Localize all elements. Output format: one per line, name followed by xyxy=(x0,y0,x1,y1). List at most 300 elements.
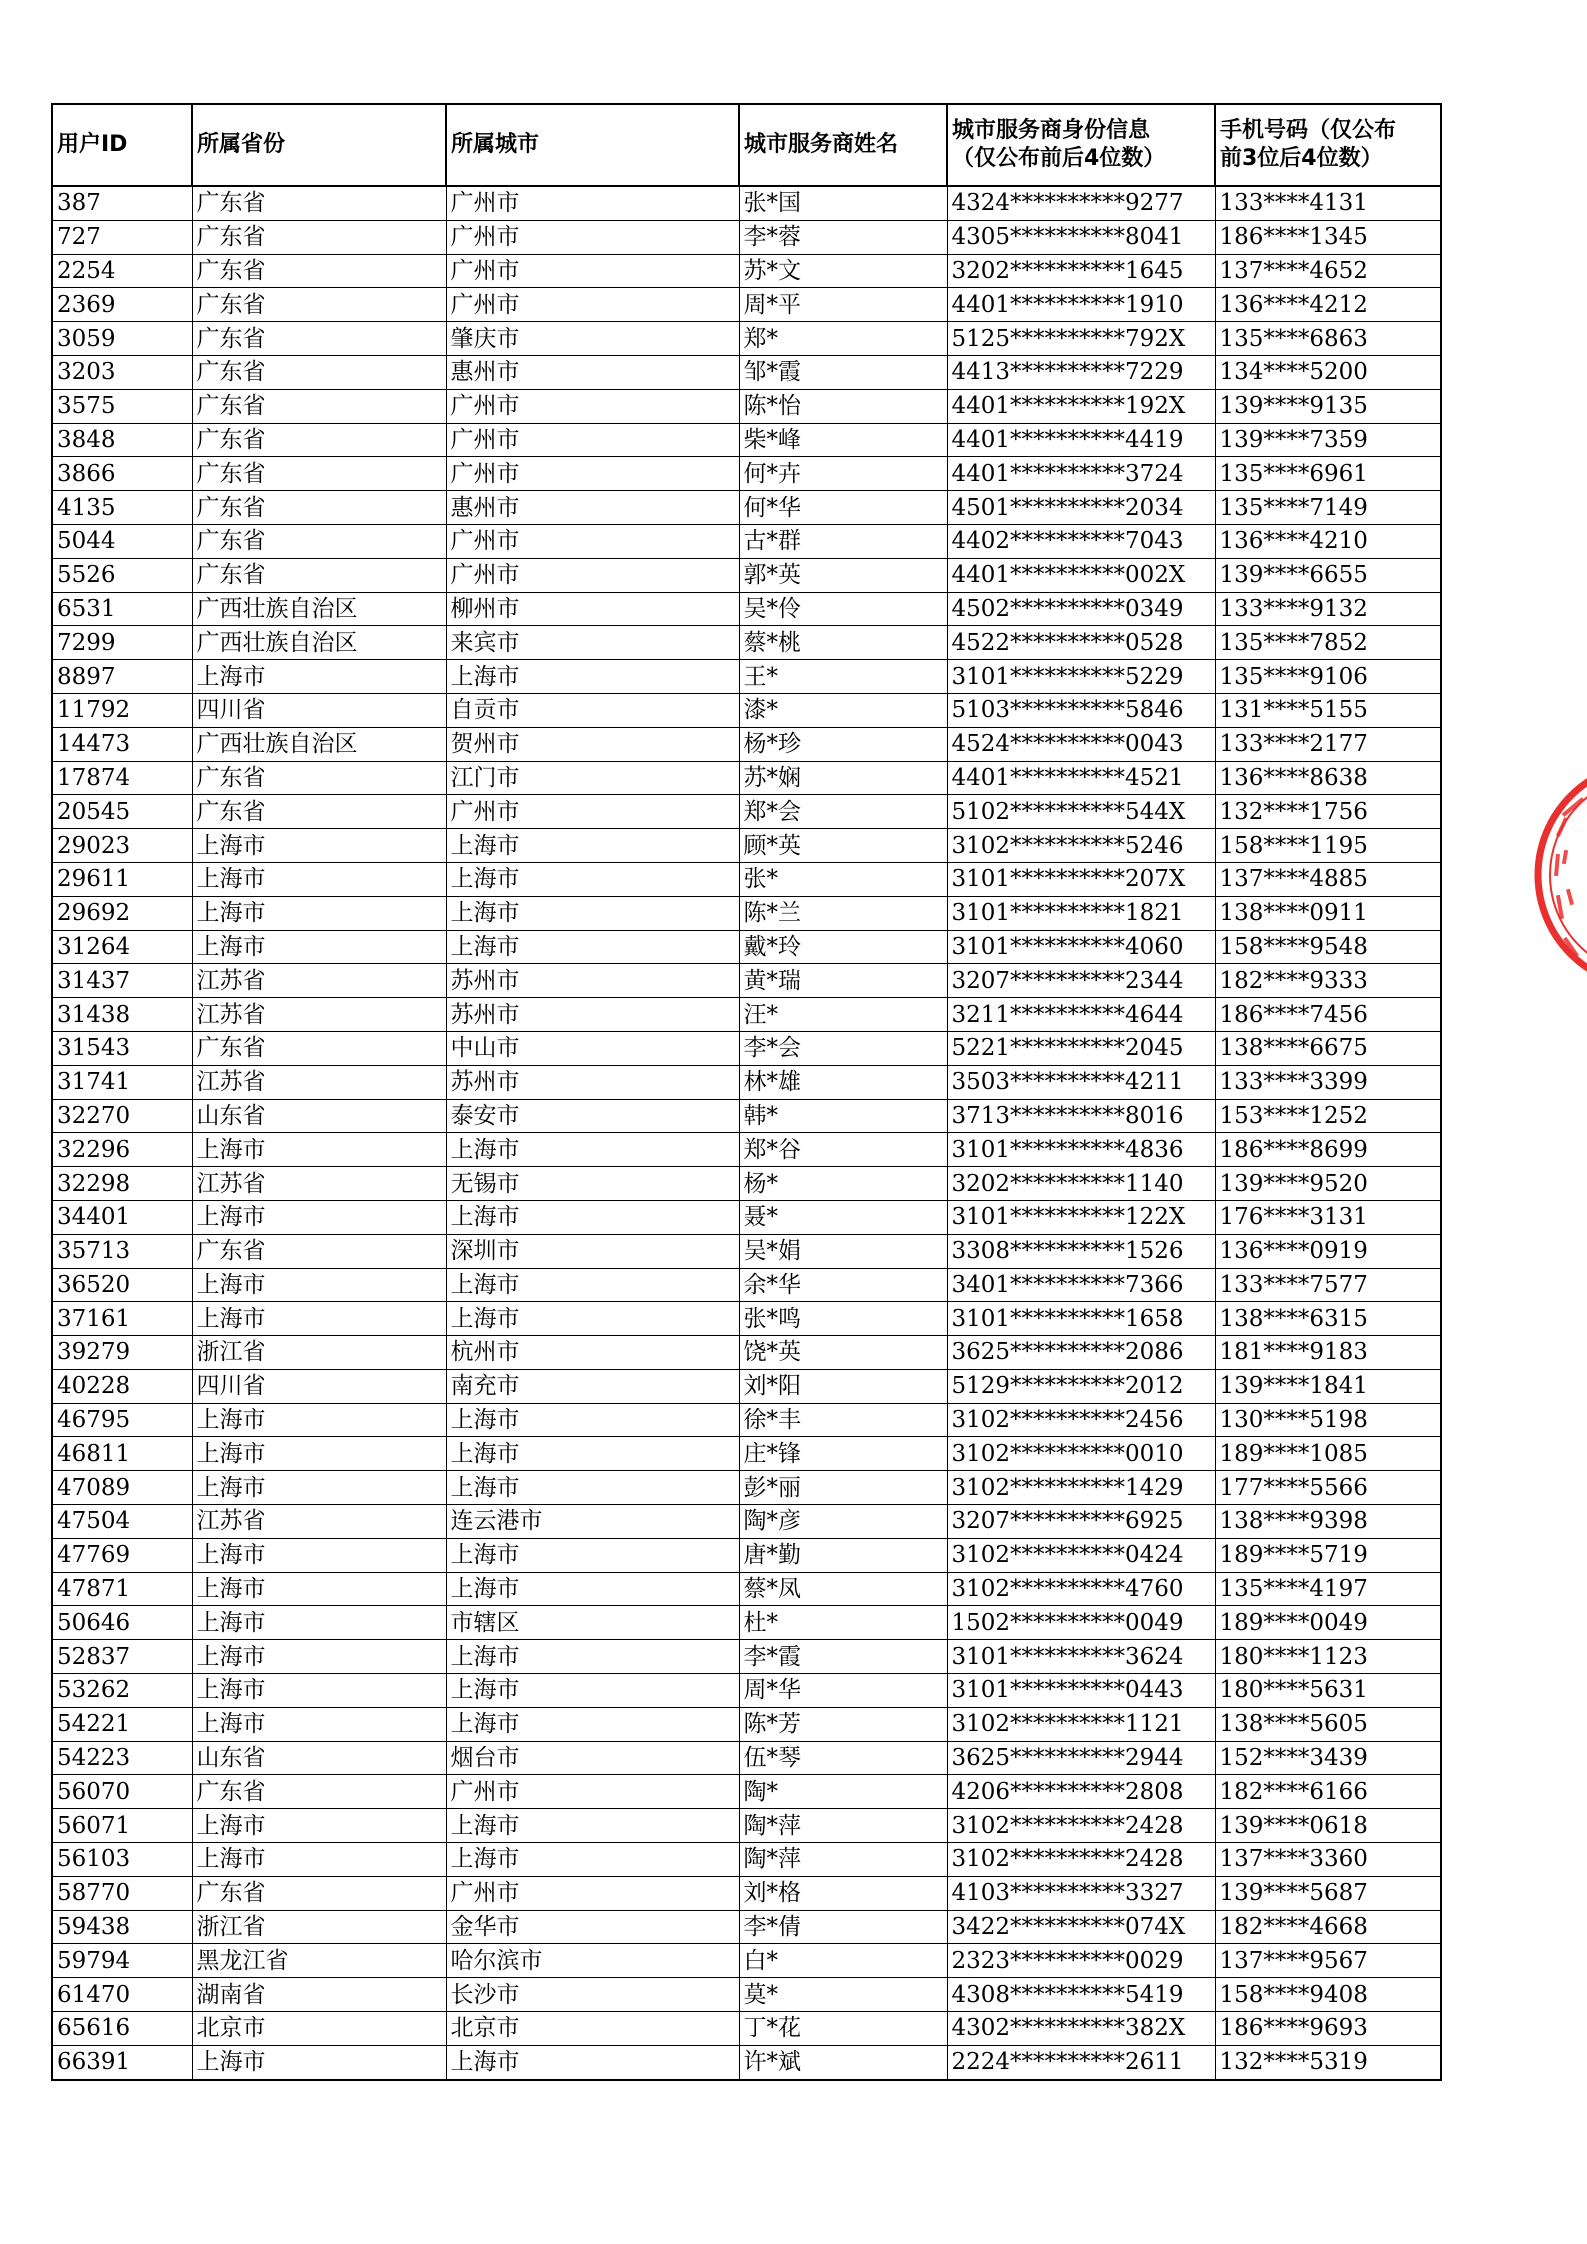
cell-id-info: 3101**********5229 xyxy=(947,660,1215,694)
cell-provider-name: 蔡*桃 xyxy=(739,626,947,660)
table-row xyxy=(52,660,1441,694)
cell-id-info: 2224**********2611 xyxy=(947,2045,1215,2079)
cell-city: 苏州市 xyxy=(446,964,739,998)
cell-province: 上海市 xyxy=(192,1268,446,1302)
cell-provider-name: 戴*玲 xyxy=(739,930,947,964)
table-row xyxy=(52,423,1441,457)
cell-province: 浙江省 xyxy=(192,1336,446,1370)
cell-id-info: 4305**********8041 xyxy=(947,220,1215,254)
cell-phone: 138****6675 xyxy=(1215,1031,1441,1065)
cell-city: 广州市 xyxy=(446,423,739,457)
cell-province: 广东省 xyxy=(192,288,446,322)
cell-id-info: 3401**********7366 xyxy=(947,1268,1215,1302)
cell-user-id: 3866 xyxy=(52,457,192,491)
cell-phone: 139****1841 xyxy=(1215,1369,1441,1403)
table-row xyxy=(52,829,1441,863)
cell-provider-name: 蔡*凤 xyxy=(739,1572,947,1606)
cell-id-info: 3102**********4760 xyxy=(947,1572,1215,1606)
cell-user-id: 6531 xyxy=(52,592,192,626)
cell-phone: 135****6863 xyxy=(1215,322,1441,356)
table-row xyxy=(52,1065,1441,1099)
cell-phone: 152****3439 xyxy=(1215,1741,1441,1775)
cell-id-info: 3102**********5246 xyxy=(947,829,1215,863)
cell-provider-name: 汪* xyxy=(739,998,947,1032)
table-row xyxy=(52,795,1441,829)
seal-glyph-stroke xyxy=(1554,854,1560,876)
table-row xyxy=(52,1572,1441,1606)
cell-province: 上海市 xyxy=(192,1200,446,1234)
cell-phone: 181****9183 xyxy=(1215,1336,1441,1370)
cell-phone: 153****1252 xyxy=(1215,1099,1441,1133)
cell-phone: 132****1756 xyxy=(1215,795,1441,829)
table-row xyxy=(52,1538,1441,1572)
cell-province: 上海市 xyxy=(192,930,446,964)
cell-user-id: 5044 xyxy=(52,524,192,558)
service-provider-table xyxy=(51,103,1442,2081)
cell-user-id: 61470 xyxy=(52,1978,192,2012)
cell-phone: 135****7149 xyxy=(1215,491,1441,525)
seal-glyph-stroke xyxy=(1556,895,1564,919)
cell-province: 四川省 xyxy=(192,1369,446,1403)
cell-city: 江门市 xyxy=(446,761,739,795)
cell-id-info: 3422**********074X xyxy=(947,1910,1215,1944)
cell-user-id: 40228 xyxy=(52,1369,192,1403)
cell-user-id: 29611 xyxy=(52,862,192,896)
cell-provider-name: 刘*格 xyxy=(739,1876,947,1910)
cell-phone: 182****4668 xyxy=(1215,1910,1441,1944)
cell-province: 广东省 xyxy=(192,558,446,592)
table-row xyxy=(52,1099,1441,1133)
cell-province: 广东省 xyxy=(192,186,446,220)
cell-phone: 182****9333 xyxy=(1215,964,1441,998)
cell-provider-name: 黄*瑞 xyxy=(739,964,947,998)
cell-id-info: 3625**********2086 xyxy=(947,1336,1215,1370)
cell-province: 广东省 xyxy=(192,795,446,829)
cell-province: 湖南省 xyxy=(192,1978,446,2012)
cell-provider-name: 丁*花 xyxy=(739,2012,947,2046)
cell-phone: 135****4197 xyxy=(1215,1572,1441,1606)
cell-provider-name: 王* xyxy=(739,660,947,694)
table-row xyxy=(52,1234,1441,1268)
header-provider-name: 城市服务商姓名 xyxy=(739,104,947,186)
header-id-info: 城市服务商身份信息 （仅公布前后4位数） xyxy=(947,104,1215,186)
cell-city: 苏州市 xyxy=(446,1065,739,1099)
cell-provider-name: 杨*珍 xyxy=(739,727,947,761)
table-row xyxy=(52,457,1441,491)
cell-user-id: 387 xyxy=(52,186,192,220)
cell-user-id: 58770 xyxy=(52,1876,192,1910)
cell-user-id: 32298 xyxy=(52,1167,192,1201)
cell-user-id: 35713 xyxy=(52,1234,192,1268)
cell-provider-name: 张*鸣 xyxy=(739,1302,947,1336)
cell-id-info: 4401**********1910 xyxy=(947,288,1215,322)
table-row xyxy=(52,1910,1441,1944)
cell-user-id: 53262 xyxy=(52,1674,192,1708)
cell-id-info: 5129**********2012 xyxy=(947,1369,1215,1403)
cell-province: 上海市 xyxy=(192,1640,446,1674)
cell-provider-name: 林*雄 xyxy=(739,1065,947,1099)
cell-province: 广东省 xyxy=(192,355,446,389)
cell-city: 柳州市 xyxy=(446,592,739,626)
table-row xyxy=(52,761,1441,795)
table-row xyxy=(52,1843,1441,1877)
table-row xyxy=(52,1505,1441,1539)
cell-id-info: 3207**********6925 xyxy=(947,1505,1215,1539)
cell-id-info: 4501**********2034 xyxy=(947,491,1215,525)
cell-user-id: 54221 xyxy=(52,1707,192,1741)
cell-city: 上海市 xyxy=(446,1640,739,1674)
cell-id-info: 4401**********002X xyxy=(947,558,1215,592)
table-row xyxy=(52,491,1441,525)
cell-city: 上海市 xyxy=(446,1437,739,1471)
cell-phone: 136****4212 xyxy=(1215,288,1441,322)
cell-city: 上海市 xyxy=(446,930,739,964)
cell-provider-name: 李*蓉 xyxy=(739,220,947,254)
cell-phone: 180****1123 xyxy=(1215,1640,1441,1674)
cell-phone: 130****5198 xyxy=(1215,1403,1441,1437)
cell-provider-name: 吴*伶 xyxy=(739,592,947,626)
cell-id-info: 3207**********2344 xyxy=(947,964,1215,998)
cell-id-info: 4522**********0528 xyxy=(947,626,1215,660)
cell-provider-name: 漆* xyxy=(739,693,947,727)
header-province: 所属省份 xyxy=(192,104,446,186)
cell-city: 上海市 xyxy=(446,1403,739,1437)
table-row xyxy=(52,1437,1441,1471)
cell-city: 金华市 xyxy=(446,1910,739,1944)
cell-province: 广东省 xyxy=(192,457,446,491)
cell-provider-name: 陈*芳 xyxy=(739,1707,947,1741)
cell-provider-name: 陈*怡 xyxy=(739,389,947,423)
cell-provider-name: 陈*兰 xyxy=(739,896,947,930)
cell-user-id: 17874 xyxy=(52,761,192,795)
cell-id-info: 3308**********1526 xyxy=(947,1234,1215,1268)
table-row xyxy=(52,998,1441,1032)
cell-user-id: 7299 xyxy=(52,626,192,660)
cell-id-info: 3101**********4836 xyxy=(947,1133,1215,1167)
table-row xyxy=(52,1809,1441,1843)
cell-city: 上海市 xyxy=(446,1133,739,1167)
cell-provider-name: 刘*阳 xyxy=(739,1369,947,1403)
cell-user-id: 11792 xyxy=(52,693,192,727)
cell-province: 广东省 xyxy=(192,1234,446,1268)
cell-user-id: 32296 xyxy=(52,1133,192,1167)
cell-phone: 158****9408 xyxy=(1215,1978,1441,2012)
cell-id-info: 4302**********382X xyxy=(947,2012,1215,2046)
cell-phone: 186****9693 xyxy=(1215,2012,1441,2046)
cell-user-id: 65616 xyxy=(52,2012,192,2046)
cell-province: 上海市 xyxy=(192,829,446,863)
cell-city: 广州市 xyxy=(446,1775,739,1809)
cell-phone: 137****9567 xyxy=(1215,1944,1441,1978)
cell-city: 上海市 xyxy=(446,896,739,930)
cell-id-info: 4524**********0043 xyxy=(947,727,1215,761)
table-header-row xyxy=(52,104,1441,186)
cell-provider-name: 陶*萍 xyxy=(739,1843,947,1877)
cell-phone: 138****5605 xyxy=(1215,1707,1441,1741)
cell-provider-name: 白* xyxy=(739,1944,947,1978)
cell-province: 广东省 xyxy=(192,1031,446,1065)
cell-provider-name: 韩* xyxy=(739,1099,947,1133)
cell-provider-name: 莫* xyxy=(739,1978,947,2012)
cell-city: 长沙市 xyxy=(446,1978,739,2012)
cell-id-info: 3101**********3624 xyxy=(947,1640,1215,1674)
cell-province: 上海市 xyxy=(192,1437,446,1471)
cell-id-info: 5125**********792X xyxy=(947,322,1215,356)
cell-phone: 136****0919 xyxy=(1215,1234,1441,1268)
cell-id-info: 3101**********1658 xyxy=(947,1302,1215,1336)
cell-phone: 186****8699 xyxy=(1215,1133,1441,1167)
header-phone: 手机号码（仅公布 前3位后4位数） xyxy=(1215,104,1441,186)
cell-phone: 136****4210 xyxy=(1215,524,1441,558)
cell-id-info: 3101**********207X xyxy=(947,862,1215,896)
table-row xyxy=(52,1674,1441,1708)
cell-phone: 137****4885 xyxy=(1215,862,1441,896)
cell-provider-name: 许*斌 xyxy=(739,2045,947,2079)
table-row xyxy=(52,1606,1441,1640)
cell-provider-name: 何*卉 xyxy=(739,457,947,491)
cell-phone: 131****5155 xyxy=(1215,693,1441,727)
cell-city: 广州市 xyxy=(446,558,739,592)
cell-id-info: 3102**********0010 xyxy=(947,1437,1215,1471)
cell-phone: 133****3399 xyxy=(1215,1065,1441,1099)
cell-province: 上海市 xyxy=(192,1403,446,1437)
cell-id-info: 3102**********2428 xyxy=(947,1843,1215,1877)
cell-provider-name: 李*会 xyxy=(739,1031,947,1065)
cell-phone: 139****6655 xyxy=(1215,558,1441,592)
cell-city: 来宾市 xyxy=(446,626,739,660)
cell-id-info: 3202**********1140 xyxy=(947,1167,1215,1201)
cell-user-id: 37161 xyxy=(52,1302,192,1336)
cell-id-info: 2323**********0029 xyxy=(947,1944,1215,1978)
cell-province: 浙江省 xyxy=(192,1910,446,1944)
cell-user-id: 50646 xyxy=(52,1606,192,1640)
cell-user-id: 47871 xyxy=(52,1572,192,1606)
cell-provider-name: 顾*英 xyxy=(739,829,947,863)
cell-provider-name: 吴*娟 xyxy=(739,1234,947,1268)
table-row xyxy=(52,1031,1441,1065)
cell-province: 上海市 xyxy=(192,1538,446,1572)
cell-id-info: 3101**********0443 xyxy=(947,1674,1215,1708)
cell-user-id: 47504 xyxy=(52,1505,192,1539)
cell-city: 广州市 xyxy=(446,524,739,558)
cell-id-info: 3102**********2428 xyxy=(947,1809,1215,1843)
cell-phone: 186****1345 xyxy=(1215,220,1441,254)
cell-user-id: 47769 xyxy=(52,1538,192,1572)
table-row xyxy=(52,1336,1441,1370)
cell-province: 江苏省 xyxy=(192,1505,446,1539)
cell-user-id: 59794 xyxy=(52,1944,192,1978)
cell-phone: 137****3360 xyxy=(1215,1843,1441,1877)
cell-province: 上海市 xyxy=(192,1471,446,1505)
cell-city: 上海市 xyxy=(446,829,739,863)
cell-province: 山东省 xyxy=(192,1099,446,1133)
table-row xyxy=(52,1741,1441,1775)
cell-province: 江苏省 xyxy=(192,1167,446,1201)
header-user-id: 用户ID xyxy=(52,104,192,186)
cell-province: 黑龙江省 xyxy=(192,1944,446,1978)
cell-phone: 135****9106 xyxy=(1215,660,1441,694)
seal-outer-ring xyxy=(1538,763,1587,987)
seal-glyph-stroke xyxy=(1562,850,1568,864)
table-row xyxy=(52,288,1441,322)
cell-province: 上海市 xyxy=(192,1809,446,1843)
cell-city: 广州市 xyxy=(446,389,739,423)
cell-city: 上海市 xyxy=(446,1809,739,1843)
cell-id-info: 4502**********0349 xyxy=(947,592,1215,626)
cell-provider-name: 郭*英 xyxy=(739,558,947,592)
cell-city: 上海市 xyxy=(446,1674,739,1708)
cell-user-id: 3059 xyxy=(52,322,192,356)
cell-user-id: 39279 xyxy=(52,1336,192,1370)
cell-province: 山东省 xyxy=(192,1741,446,1775)
cell-provider-name: 徐*丰 xyxy=(739,1403,947,1437)
cell-user-id: 8897 xyxy=(52,660,192,694)
table-row xyxy=(52,558,1441,592)
cell-id-info: 3211**********4644 xyxy=(947,998,1215,1032)
cell-city: 自贡市 xyxy=(446,693,739,727)
cell-city: 上海市 xyxy=(446,660,739,694)
cell-provider-name: 聂* xyxy=(739,1200,947,1234)
cell-province: 广东省 xyxy=(192,1775,446,1809)
cell-province: 广西壮族自治区 xyxy=(192,727,446,761)
cell-phone: 136****8638 xyxy=(1215,761,1441,795)
cell-provider-name: 张*国 xyxy=(739,186,947,220)
cell-phone: 139****5687 xyxy=(1215,1876,1441,1910)
cell-provider-name: 何*华 xyxy=(739,491,947,525)
cell-phone: 133****2177 xyxy=(1215,727,1441,761)
cell-city: 市辖区 xyxy=(446,1606,739,1640)
cell-city: 惠州市 xyxy=(446,491,739,525)
cell-provider-name: 伍*琴 xyxy=(739,1741,947,1775)
cell-user-id: 46795 xyxy=(52,1403,192,1437)
cell-provider-name: 饶*英 xyxy=(739,1336,947,1370)
cell-id-info: 3102**********1429 xyxy=(947,1471,1215,1505)
table-row xyxy=(52,2012,1441,2046)
cell-city: 中山市 xyxy=(446,1031,739,1065)
cell-user-id: 56070 xyxy=(52,1775,192,1809)
cell-province: 广东省 xyxy=(192,524,446,558)
table-row xyxy=(52,727,1441,761)
cell-phone: 133****4131 xyxy=(1215,186,1441,220)
table-row xyxy=(52,592,1441,626)
cell-id-info: 4413**********7229 xyxy=(947,355,1215,389)
cell-phone: 133****9132 xyxy=(1215,592,1441,626)
cell-phone: 176****3131 xyxy=(1215,1200,1441,1234)
cell-provider-name: 彭*丽 xyxy=(739,1471,947,1505)
cell-city: 哈尔滨市 xyxy=(446,1944,739,1978)
table-row xyxy=(52,1268,1441,1302)
cell-phone: 133****7577 xyxy=(1215,1268,1441,1302)
cell-user-id: 31264 xyxy=(52,930,192,964)
cell-provider-name: 周*华 xyxy=(739,1674,947,1708)
cell-city: 广州市 xyxy=(446,457,739,491)
table-row xyxy=(52,896,1441,930)
table-row xyxy=(52,322,1441,356)
cell-id-info: 4103**********3327 xyxy=(947,1876,1215,1910)
table-row xyxy=(52,1944,1441,1978)
table-row xyxy=(52,1167,1441,1201)
cell-city: 上海市 xyxy=(446,1200,739,1234)
cell-province: 上海市 xyxy=(192,1674,446,1708)
cell-id-info: 3102**********0424 xyxy=(947,1538,1215,1572)
cell-phone: 189****1085 xyxy=(1215,1437,1441,1471)
cell-provider-name: 陶*彦 xyxy=(739,1505,947,1539)
cell-phone: 138****6315 xyxy=(1215,1302,1441,1336)
cell-province: 上海市 xyxy=(192,1133,446,1167)
cell-user-id: 46811 xyxy=(52,1437,192,1471)
cell-city: 惠州市 xyxy=(446,355,739,389)
cell-province: 广东省 xyxy=(192,1876,446,1910)
cell-province: 江苏省 xyxy=(192,964,446,998)
table-row xyxy=(52,389,1441,423)
cell-city: 上海市 xyxy=(446,1572,739,1606)
cell-phone: 134****5200 xyxy=(1215,355,1441,389)
cell-user-id: 66391 xyxy=(52,2045,192,2079)
cell-provider-name: 古*群 xyxy=(739,524,947,558)
cell-user-id: 59438 xyxy=(52,1910,192,1944)
cell-id-info: 3101**********4060 xyxy=(947,930,1215,964)
cell-provider-name: 张* xyxy=(739,862,947,896)
cell-id-info: 4401**********3724 xyxy=(947,457,1215,491)
cell-phone: 189****5719 xyxy=(1215,1538,1441,1572)
table-row xyxy=(52,1133,1441,1167)
cell-user-id: 32270 xyxy=(52,1099,192,1133)
cell-city: 广州市 xyxy=(446,795,739,829)
cell-province: 江苏省 xyxy=(192,998,446,1032)
table-row xyxy=(52,1876,1441,1910)
table-row xyxy=(52,1707,1441,1741)
cell-province: 广东省 xyxy=(192,423,446,457)
table-row xyxy=(52,1200,1441,1234)
cell-user-id: 29692 xyxy=(52,896,192,930)
cell-user-id: 36520 xyxy=(52,1268,192,1302)
cell-city: 无锡市 xyxy=(446,1167,739,1201)
table-row xyxy=(52,1775,1441,1809)
cell-provider-name: 郑*谷 xyxy=(739,1133,947,1167)
cell-phone: 137****4652 xyxy=(1215,254,1441,288)
cell-provider-name: 李*倩 xyxy=(739,1910,947,1944)
cell-id-info: 3503**********4211 xyxy=(947,1065,1215,1099)
cell-phone: 139****0618 xyxy=(1215,1809,1441,1843)
cell-user-id: 31543 xyxy=(52,1031,192,1065)
cell-province: 上海市 xyxy=(192,896,446,930)
cell-user-id: 31741 xyxy=(52,1065,192,1099)
header-city: 所属城市 xyxy=(446,104,739,186)
cell-id-info: 3102**********2456 xyxy=(947,1403,1215,1437)
cell-province: 广东省 xyxy=(192,254,446,288)
table-row xyxy=(52,1403,1441,1437)
cell-province: 广西壮族自治区 xyxy=(192,592,446,626)
cell-user-id: 5526 xyxy=(52,558,192,592)
cell-id-info: 1502**********0049 xyxy=(947,1606,1215,1640)
cell-provider-name: 邹*霞 xyxy=(739,355,947,389)
cell-province: 广东省 xyxy=(192,389,446,423)
cell-user-id: 31438 xyxy=(52,998,192,1032)
table-row xyxy=(52,626,1441,660)
cell-province: 北京市 xyxy=(192,2012,446,2046)
cell-provider-name: 陶* xyxy=(739,1775,947,1809)
cell-user-id: 29023 xyxy=(52,829,192,863)
cell-city: 杭州市 xyxy=(446,1336,739,1370)
cell-phone: 138****0911 xyxy=(1215,896,1441,930)
cell-phone: 135****6961 xyxy=(1215,457,1441,491)
cell-city: 贺州市 xyxy=(446,727,739,761)
cell-id-info: 4401**********4419 xyxy=(947,423,1215,457)
seal-glyph-stroke xyxy=(1556,817,1568,837)
cell-id-info: 4308**********5419 xyxy=(947,1978,1215,2012)
cell-province: 四川省 xyxy=(192,693,446,727)
table-row xyxy=(52,1640,1441,1674)
